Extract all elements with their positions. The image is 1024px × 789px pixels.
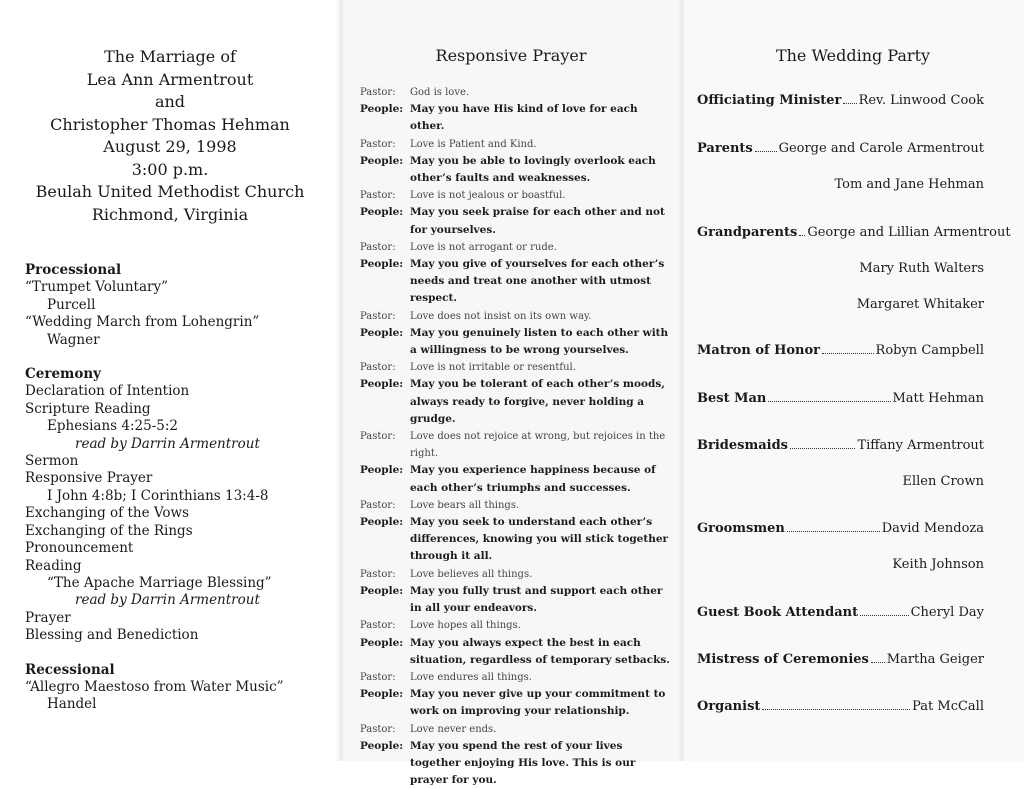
order-of-service [25,262,325,714]
church-location: Richmond, Virginia [91,204,249,224]
role-name-additional: Ellen Crown [902,474,984,489]
program-item: “Allegro Maestoso from Water Music” [25,678,284,695]
pastor-line [360,428,670,462]
prayer-text: May you seek to understand each other’s differences, knowing you will stick together through it all. [410,516,669,563]
prayer-text: Love bears all things. [410,499,520,511]
prayer-text: Love never ends. [410,723,497,735]
groom-name: Christopher Thomas Hehman [50,114,290,134]
program-item: Exchanging of the Vows [25,505,189,522]
wedding-date: August 29, 1998 [103,137,237,156]
role-label: Matron of Honor [697,343,821,358]
speaker-label: Pastor: [360,671,396,683]
church-name: Beulah United Methodist Church [35,182,305,201]
people-line [360,462,670,496]
people-line [360,153,670,187]
pastor-line [360,239,670,256]
prayer-lines [360,84,670,789]
program-item: “Wedding March from Lohengrin” [25,314,260,331]
speaker-label: People: [360,154,404,167]
speaker-label: People: [360,584,404,597]
speaker-label: People: [360,326,404,339]
responsive-prayer-panel [340,0,682,787]
prayer-text: Love is not irritable or resentful. [410,362,576,374]
people-line [360,256,670,308]
prayer-title: Responsive Prayer [435,46,587,65]
leader-dots [843,103,856,104]
ceremony-heading: Ceremony [25,366,101,383]
prayer-text: Love hopes all things. [410,620,521,632]
role-name: George and Lillian Armentrout [807,225,1011,240]
leader-dots [822,353,874,354]
role-label: Groomsmen [697,521,785,536]
speaker-label: People: [360,739,404,752]
title-line: and [154,92,186,111]
prayer-text: Love endures all things. [410,671,532,683]
program-item: Exchanging of the Rings [25,522,193,539]
leader-dots [755,151,777,152]
speaker-label: People: [360,258,404,271]
pastor-line [360,136,670,153]
people-line [360,583,670,617]
program-panel [0,0,340,761]
prayer-text: Love does not insist on its own way. [410,310,592,322]
speaker-label: Pastor: [360,620,396,632]
program-item: Pronouncement [25,540,134,557]
prayer-text: May you spend the rest of your lives together enjoying His love. This is our prayer for you. [410,739,636,787]
program-item: Reading [25,557,82,574]
people-line [360,101,670,135]
recessional-heading: Recessional [25,661,115,678]
role-label: Bridesmaids [697,438,788,453]
prayer-text: May you seek praise for each other and not for yourselves. [410,206,665,236]
program-item: Prayer [25,609,71,626]
role-label: Mistress of Ceremonies [697,652,869,667]
leader-dots [871,662,885,663]
role-label: Officiating Minister [697,93,842,108]
leader-dots [790,448,855,449]
program-item: Sermon [25,453,79,470]
prayer-text: May you genuinely listen to each other with a willingness to be wrong yourselves. [410,326,669,357]
leader-dots [860,615,909,616]
processional-heading: Processional [25,262,122,278]
speaker-label: Pastor: [360,87,396,98]
program-item: read by Darrin Armentrout [75,592,260,609]
party-role [697,141,984,156]
pastor-line [360,617,670,634]
party-role [697,521,984,536]
role-name: Cheryl Day [910,605,984,620]
pastor-line [360,721,670,738]
prayer-text: God is love. [410,87,470,98]
bride-name: Lea Ann Armentrout [86,69,254,89]
prayer-text: Love is Patient and Kind. [410,138,537,150]
role-label: Grandparents [697,225,798,240]
program-item: Scripture Reading [25,400,151,417]
speaker-label: Pastor: [360,190,396,202]
people-line [360,635,670,669]
role-label: Parents [697,141,753,156]
role-name-additional: Mary Ruth Walters [859,261,984,276]
wedding-time: 3:00 p.m. [131,159,209,179]
pastor-line [360,359,670,376]
prayer-text: Love does not rejoice at wrong, but rejoices in the right. [410,431,666,460]
speaker-label: Pastor: [360,138,396,150]
role-name: Pat McCall [912,699,984,714]
speaker-label: Pastor: [360,362,396,374]
pastor-line [360,566,670,583]
prayer-text: Love believes all things. [410,568,533,580]
program-item: “Trumpet Voluntary” [25,279,169,296]
role-name: George and Carole Armentrout [778,141,984,156]
panel-fold [678,0,686,761]
role-name-additional: Margaret Whitaker [856,297,984,312]
wedding-title-block [0,46,340,226]
speaker-label: Pastor: [360,723,396,735]
party-role [697,699,984,714]
program-item: Wagner [47,331,100,348]
party-role [697,93,984,108]
speaker-label: Pastor: [360,241,396,253]
prayer-text: Love is not arrogant or rude. [410,241,557,253]
prayer-text: May you be tolerant of each other’s moods, always ready to forgive, never holding a grudge. [410,378,665,425]
wedding-party-panel [682,0,1024,761]
prayer-text: Love is not jealous or boastful. [410,190,566,202]
pastor-line [360,187,670,204]
leader-dots [799,235,805,236]
party-role [697,605,984,620]
leader-dots [787,531,880,532]
party-title: The Wedding Party [775,46,931,65]
role-name: Rev. Linwood Cook [858,93,984,108]
party-role [697,391,984,406]
program-item: Declaration of Intention [25,383,190,400]
speaker-label: Pastor: [360,310,396,322]
prayer-text: May you never give up your commitment to work on improving your relationship. [410,688,666,718]
program-item: Purcell [47,296,96,313]
role-label: Guest Book Attendant [697,605,859,620]
prayer-text: May you have His kind of love for each other. [410,103,638,133]
speaker-label: People: [360,103,404,116]
speaker-label: People: [360,636,404,649]
pastor-line [360,669,670,686]
prayer-text: May you give of yourselves for each other’s needs and treat one another with utmost respect. [410,258,665,305]
people-line [360,738,670,789]
leader-dots [762,709,910,710]
speaker-label: People: [360,516,404,529]
program-item: Ephesians 4:25-5:2 [47,418,178,435]
party-role [697,652,984,667]
role-name: Martha Geiger [886,652,984,667]
people-line [360,686,670,720]
speaker-label: Pastor: [360,499,396,511]
speaker-label: People: [360,206,404,219]
role-label: Organist [697,699,761,714]
program-item: Blessing and Benediction [25,627,199,644]
program-item: Handel [47,696,97,713]
prayer-text: May you fully trust and support each other in all your endeavors. [410,584,663,615]
title-line: The Marriage of [104,47,236,66]
prayer-text: May you always expect the best in each situation, regardless of temporary setbacks. [410,636,670,666]
people-line [360,204,670,238]
speaker-label: People: [360,688,404,701]
people-line [360,376,670,428]
party-role [697,343,984,358]
role-name: Tiffany Armentrout [857,438,984,453]
pastor-line [360,308,670,325]
leader-dots [768,401,890,402]
speaker-label: People: [360,378,404,391]
speaker-label: Pastor: [360,431,396,443]
speaker-label: Pastor: [360,568,396,580]
pastor-line [360,497,670,514]
party-role [697,438,984,453]
role-label: Best Man [697,391,767,406]
prayer-text: May you experience happiness because of each other’s triumphs and successes. [410,464,656,494]
program-item: Responsive Prayer [25,470,153,487]
people-line [360,514,670,566]
role-name: Robyn Campbell [875,343,984,358]
program-item: I John 4:8b; I Corinthians 13:4-8 [47,487,269,504]
speaker-label: People: [360,464,404,477]
role-name: Matt Hehman [892,391,984,406]
people-line [360,325,670,359]
role-name: David Mendoza [881,521,984,536]
pastor-line [360,84,670,101]
role-name-additional: Tom and Jane Hehman [834,177,984,192]
party-role [697,225,1011,240]
panel-fold [336,0,344,761]
program-item: “The Apache Marriage Blessing” [47,574,272,591]
prayer-text: May you be able to lovingly overlook each other’s faults and weaknesses. [410,154,656,185]
program-item: read by Darrin Armentrout [75,435,260,452]
role-name-additional: Keith Johnson [892,557,984,572]
